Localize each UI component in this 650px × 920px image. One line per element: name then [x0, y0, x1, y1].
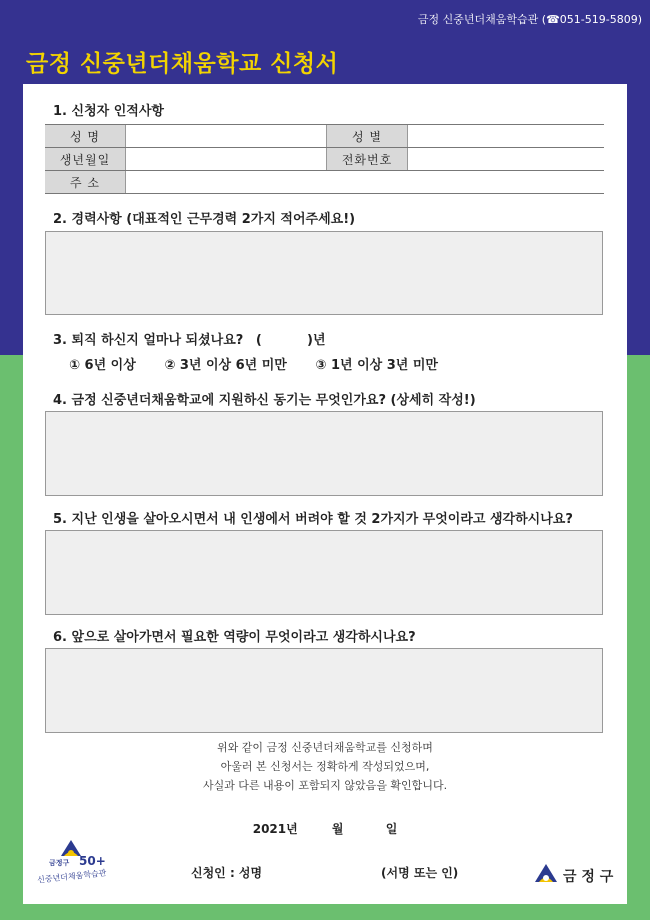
- personal-info-table: [45, 124, 604, 194]
- closing-line-2: 아울러 본 신청서는 정확하게 작성되었으며,: [220, 760, 430, 773]
- signature-note[interactable]: (서명 또는 인): [381, 866, 459, 880]
- address-field[interactable]: [126, 171, 605, 194]
- gender-field[interactable]: [408, 125, 605, 148]
- name-field[interactable]: [126, 125, 327, 148]
- career-textarea[interactable]: [45, 231, 603, 315]
- motivation-textarea[interactable]: [45, 411, 603, 496]
- section5-heading: 5. 지난 인생을 살아오시면서 내 인생에서 버려야 할 것 2가지가 무엇이라고 생각하시나요?: [53, 512, 573, 527]
- application-form: [23, 84, 627, 904]
- geumjeong-emblem-icon: [533, 862, 559, 888]
- learning-center-logo: [31, 834, 131, 894]
- page-title: 금정 신중년더채움학교 신청서: [26, 51, 339, 77]
- section3-heading: [53, 329, 326, 348]
- applicant-name-label: 신청인 : 성명: [191, 866, 263, 880]
- birth-field[interactable]: [126, 148, 327, 171]
- section4-heading: 4. 금정 신중년더채움학교에 지원하신 동기는 무엇인가요? (상세히 작성!): [53, 393, 476, 408]
- closing-line-1: 위와 같이 금정 신중년더채움학교를 신청하며: [217, 741, 433, 754]
- phone-field[interactable]: [408, 148, 605, 171]
- address-label: 주 소: [45, 171, 126, 194]
- option-1[interactable]: ① 6년 이상: [69, 358, 136, 373]
- logo-left-num: 50+: [79, 854, 106, 868]
- closing-line-3: 사실과 다른 내용이 포함되지 않았음을 확인합니다.: [202, 779, 448, 792]
- date-month: 월: [331, 822, 344, 836]
- retirement-options: [69, 354, 462, 373]
- section2-heading: 2. 경력사항 (대표적인 근무경력 2가지 적어주세요!): [53, 212, 356, 227]
- years-blank[interactable]: ( )년: [255, 333, 326, 348]
- geumjeong-gu-logo: [533, 862, 623, 890]
- life-reflection-textarea[interactable]: [45, 530, 603, 615]
- option-2[interactable]: ② 3년 이상 6년 미만: [164, 358, 287, 373]
- logo-right-name: 금 정 구: [563, 869, 614, 885]
- section1-heading: 1. 신청자 인적사항: [53, 104, 164, 119]
- section3-question: 3. 퇴직 하신지 얼마나 되셨나요?: [53, 333, 244, 348]
- date-day: 일: [385, 822, 398, 836]
- date-year: 2021년: [252, 822, 298, 836]
- org-contact-line: 금정 신중년더채움학습관 (☎051-519-5809): [417, 13, 642, 26]
- logo-left-small: 금정구: [49, 859, 70, 867]
- birth-label: 생년월일: [45, 148, 126, 171]
- gender-label: 성 별: [327, 125, 408, 148]
- competency-textarea[interactable]: [45, 648, 603, 733]
- name-label: 성 명: [45, 125, 126, 148]
- logo-left-name: 신중년더채움학습관: [36, 868, 107, 885]
- option-3[interactable]: ③ 1년 이상 3년 미만: [315, 358, 438, 373]
- phone-label: 전화번호: [327, 148, 408, 171]
- section6-heading: 6. 앞으로 살아가면서 필요한 역량이 무엇이라고 생각하시나요?: [53, 630, 416, 645]
